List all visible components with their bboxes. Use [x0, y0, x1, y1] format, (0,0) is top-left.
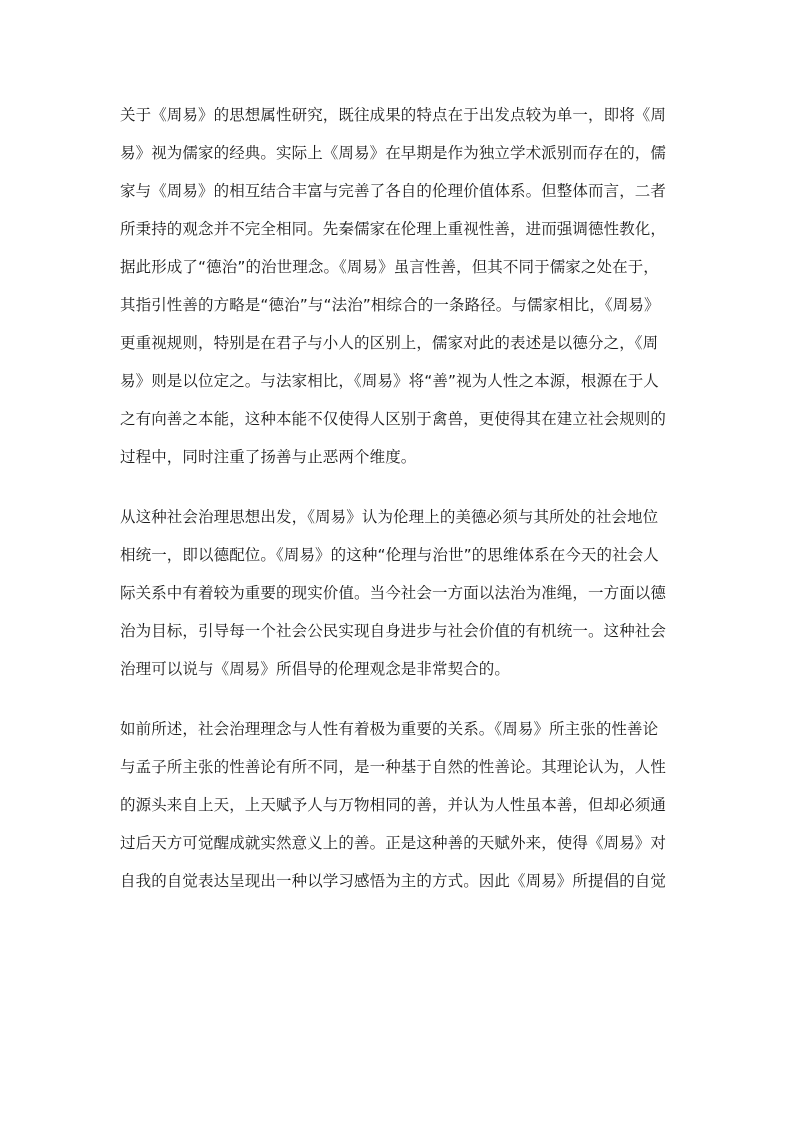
text-line: 相统一，即以德配位。《周易》的这种“伦理与治世”的思维体系在今天的社会人 — [120, 546, 659, 564]
paragraph-3 — [120, 710, 678, 900]
text-line: 治为目标，引导每一个社会公民实现自身进步与社会价值的有机统一。这种社会 — [120, 622, 667, 640]
text-line: 家与《周易》的相互结合丰富与完善了各自的伦理价值体系。但整体而言，二者 — [120, 182, 667, 200]
text-line: 关于《周易》的思想属性研究，既往成果的特点在于出发点较为单一，即将《周 — [120, 106, 667, 124]
text-line: 际关系中有着较为重要的现实价值。当今社会一方面以法治为准绳，一方面以德 — [120, 584, 667, 602]
document-body — [120, 96, 678, 900]
text-line: 过后天方可觉醒成就实然意义上的善。正是这种善的天赋外来，使得《周易》对 — [120, 834, 667, 852]
paragraph-2 — [120, 498, 678, 688]
text-line: 更重视规则，特别是在君子与小人的区别上，儒家对此的表述是以德分之，《周 — [120, 334, 659, 352]
text-line: 其指引性善的方略是“德治”与“法治”相综合的一条路径。与儒家相比，《周易》 — [120, 296, 660, 314]
text-line: 所秉持的观念并不完全相同。先秦儒家在伦理上重视性善，进而强调德性教化， — [120, 220, 667, 238]
text-line: 之有向善之本能，这种本能不仅使得人区别于禽兽，更使得其在建立社会规则的 — [120, 410, 667, 428]
text-line: 过程中，同时注重了扬善与止恶两个维度。 — [120, 448, 417, 466]
text-line: 如前所述，社会治理理念与人性有着极为重要的关系。《周易》所主张的性善论 — [120, 720, 659, 738]
text-line: 的源头来自上天，上天赋予人与万物相同的善，并认为人性虽本善，但却必须通 — [120, 796, 667, 814]
text-line: 从这种社会治理思想出发，《周易》认为伦理上的美德必须与其所处的社会地位 — [120, 508, 659, 526]
text-line: 据此形成了“德治”的治世理念。《周易》虽言性善，但其不同于儒家之处在于， — [120, 258, 659, 276]
paragraph-1 — [120, 96, 678, 476]
text-line: 易》则是以位定之。与法家相比，《周易》将“善”视为人性之本源，根源在于人 — [120, 372, 659, 390]
text-line: 与孟子所主张的性善论有所不同，是一种基于自然的性善论。其理论认为，人性 — [120, 758, 667, 776]
text-line: 治理可以说与《周易》所倡导的伦理观念是非常契合的。 — [120, 660, 511, 678]
text-line: 易》视为儒家的经典。实际上《周易》在早期是作为独立学术派别而存在的，儒 — [120, 144, 667, 162]
text-line: 自我的自觉表达呈现出一种以学习感悟为主的方式。因此《周易》所提倡的自觉 — [120, 872, 667, 890]
